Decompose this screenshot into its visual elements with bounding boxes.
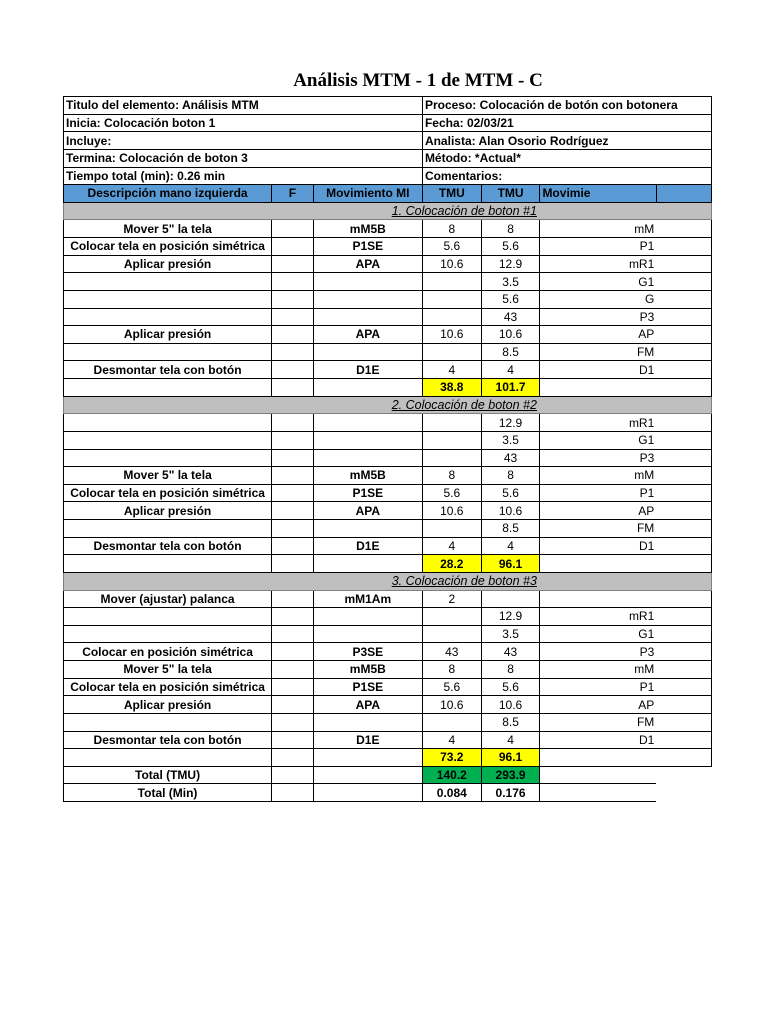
cell-desc xyxy=(64,713,272,731)
cell-desc xyxy=(64,449,272,467)
includes: Incluye: xyxy=(64,132,423,150)
cell-freq xyxy=(272,326,314,344)
cell-freq xyxy=(272,484,314,502)
info-row-1 xyxy=(64,97,712,115)
cell-desc: Aplicar presión xyxy=(64,696,272,714)
cell-mov-right: mR1 xyxy=(540,414,656,432)
cell-desc: Colocar tela en posición simétrica xyxy=(64,238,272,256)
cell-mov-right: P3 xyxy=(540,449,656,467)
cell-freq xyxy=(272,238,314,256)
cell-desc xyxy=(64,273,272,291)
total-min-left: 0.084 xyxy=(422,784,481,802)
cell-desc xyxy=(64,520,272,538)
cell-tmu-right: 8 xyxy=(481,220,540,238)
total-min-label: Total (Min) xyxy=(64,784,272,802)
cell-tmu-left xyxy=(422,343,481,361)
cell-tmu-left xyxy=(422,290,481,308)
cell-tmu-left: 10.6 xyxy=(422,255,481,273)
cell-tmu-left: 5.6 xyxy=(422,678,481,696)
element-title: Titulo del elemento: Análisis MTM xyxy=(64,97,314,115)
cell-mov-right: mM xyxy=(540,661,656,679)
cell-mov-left: APA xyxy=(313,255,422,273)
cell-tmu-left: 4 xyxy=(422,731,481,749)
total-tmu-row xyxy=(64,766,712,784)
cell-freq xyxy=(272,220,314,238)
cell-mov-left xyxy=(313,273,422,291)
section-row xyxy=(64,572,712,590)
table-row xyxy=(64,643,712,661)
cell-freq xyxy=(272,590,314,608)
cell-tmu-right: 43 xyxy=(481,643,540,661)
cell-mov-right: mR1 xyxy=(540,255,656,273)
info-row-5 xyxy=(64,167,712,185)
cell-mov-left xyxy=(313,290,422,308)
cell-desc xyxy=(64,431,272,449)
cell-tmu-left xyxy=(422,713,481,731)
cell-desc xyxy=(64,414,272,432)
end: Termina: Colocación de boton 3 xyxy=(64,149,423,167)
cell-mov-right: mM xyxy=(540,467,656,485)
cell-tmu-left xyxy=(422,414,481,432)
cell-desc xyxy=(64,343,272,361)
cell-tmu-right: 5.6 xyxy=(481,290,540,308)
table-row xyxy=(64,678,712,696)
cell-tmu-left: 10.6 xyxy=(422,502,481,520)
cell-mov-left xyxy=(313,608,422,626)
total-tmu-right: 293.9 xyxy=(481,766,540,784)
table-row xyxy=(64,238,712,256)
cell-tmu-left xyxy=(422,308,481,326)
cell-tmu-left: 5.6 xyxy=(422,238,481,256)
subtotal-left: 28.2 xyxy=(422,555,481,573)
subtotal-right: 96.1 xyxy=(481,555,540,573)
cell-tmu-right: 4 xyxy=(481,537,540,555)
info-row-2 xyxy=(64,114,712,132)
subtotal-row xyxy=(64,749,712,767)
analyst: Analista: Alan Osorio Rodríguez xyxy=(422,132,711,150)
cell-mov-left: mM5B xyxy=(313,661,422,679)
table-row xyxy=(64,414,712,432)
subtotal-right: 96.1 xyxy=(481,749,540,767)
cell-desc: Colocar en posición simétrica xyxy=(64,643,272,661)
cell-tmu-right xyxy=(481,590,540,608)
subtotal-row xyxy=(64,379,712,397)
header-tmu-right: TMU xyxy=(481,185,540,203)
cell-tmu-left xyxy=(422,520,481,538)
cell-mov-left: mM1Am xyxy=(313,590,422,608)
column-header-row xyxy=(64,185,712,203)
cell-freq xyxy=(272,713,314,731)
mtm-table xyxy=(63,96,712,802)
cell-mov-left: P3SE xyxy=(313,643,422,661)
table-row xyxy=(64,625,712,643)
cell-mov-left: D1E xyxy=(313,361,422,379)
cell-tmu-right: 10.6 xyxy=(481,696,540,714)
table-row xyxy=(64,520,712,538)
cell-mov-right: AP xyxy=(540,326,656,344)
table-row xyxy=(64,255,712,273)
section-title: 3. Colocación de boton #3 xyxy=(64,572,540,590)
cell-tmu-right: 12.9 xyxy=(481,414,540,432)
table-row xyxy=(64,326,712,344)
cell-tmu-right: 8 xyxy=(481,467,540,485)
cell-tmu-left: 10.6 xyxy=(422,696,481,714)
cell-freq xyxy=(272,661,314,679)
cell-mov-left: P1SE xyxy=(313,238,422,256)
cell-mov-right: D1 xyxy=(540,537,656,555)
table-row xyxy=(64,484,712,502)
cell-freq xyxy=(272,467,314,485)
cell-tmu-left xyxy=(422,608,481,626)
cell-tmu-right: 8.5 xyxy=(481,343,540,361)
cell-mov-right: P3 xyxy=(540,308,656,326)
cell-desc: Desmontar tela con botón xyxy=(64,731,272,749)
section-title: 1. Colocación de boton #1 xyxy=(64,202,540,220)
header-f: F xyxy=(272,185,314,203)
cell-freq xyxy=(272,731,314,749)
cell-desc: Colocar tela en posición simétrica xyxy=(64,484,272,502)
cell-tmu-right: 10.6 xyxy=(481,326,540,344)
table-row xyxy=(64,608,712,626)
section-row xyxy=(64,202,712,220)
start: Inicia: Colocación boton 1 xyxy=(64,114,423,132)
cell-tmu-right: 8.5 xyxy=(481,520,540,538)
cell-freq xyxy=(272,696,314,714)
cell-tmu-right: 43 xyxy=(481,308,540,326)
cell-mov-right: mR1 xyxy=(540,608,656,626)
cell-freq xyxy=(272,255,314,273)
total-tmu-label: Total (TMU) xyxy=(64,766,272,784)
cell-freq xyxy=(272,608,314,626)
subtotal-row xyxy=(64,555,712,573)
cell-mov-left xyxy=(313,625,422,643)
cell-tmu-right: 8 xyxy=(481,661,540,679)
cell-mov-right: G1 xyxy=(540,431,656,449)
table-row xyxy=(64,290,712,308)
cell-mov-right: G1 xyxy=(540,625,656,643)
cell-mov-left: mM5B xyxy=(313,467,422,485)
table-row xyxy=(64,590,712,608)
cell-mov-left xyxy=(313,449,422,467)
cell-mov-left: P1SE xyxy=(313,678,422,696)
table-row xyxy=(64,713,712,731)
cell-mov-left xyxy=(313,414,422,432)
cell-mov-right: D1 xyxy=(540,361,656,379)
cell-mov-right: G1 xyxy=(540,273,656,291)
header-desc: Descripción mano izquierda xyxy=(64,185,272,203)
cell-freq xyxy=(272,431,314,449)
cell-mov-right: mM xyxy=(540,220,656,238)
cell-mov-right: P3 xyxy=(540,643,656,661)
table-row xyxy=(64,696,712,714)
cell-desc: Desmontar tela con botón xyxy=(64,537,272,555)
cell-tmu-right: 10.6 xyxy=(481,502,540,520)
cell-freq xyxy=(272,502,314,520)
cell-tmu-left: 8 xyxy=(422,220,481,238)
cell-tmu-right: 8.5 xyxy=(481,713,540,731)
cell-desc xyxy=(64,308,272,326)
cell-tmu-left xyxy=(422,431,481,449)
cell-desc xyxy=(64,625,272,643)
header-mov: Movimiento MI xyxy=(313,185,422,203)
total-min-right: 0.176 xyxy=(481,784,540,802)
cell-tmu-right: 5.6 xyxy=(481,238,540,256)
cell-tmu-right: 3.5 xyxy=(481,273,540,291)
cell-freq xyxy=(272,361,314,379)
cell-freq xyxy=(272,449,314,467)
subtotal-right: 101.7 xyxy=(481,379,540,397)
table-row xyxy=(64,502,712,520)
subtotal-left: 38.8 xyxy=(422,379,481,397)
info-row-4 xyxy=(64,149,712,167)
cell-mov-left xyxy=(313,343,422,361)
cell-tmu-right: 3.5 xyxy=(481,625,540,643)
process: Proceso: Colocación de botón con botonera xyxy=(422,97,711,115)
page-title: Análisis MTM - 1 de MTM - C xyxy=(293,70,543,91)
cell-mov-left xyxy=(313,431,422,449)
table-row xyxy=(64,467,712,485)
cell-desc: Aplicar presión xyxy=(64,326,272,344)
cell-desc: Desmontar tela con botón xyxy=(64,361,272,379)
header-extra xyxy=(656,185,711,203)
table-row xyxy=(64,220,712,238)
table-row xyxy=(64,537,712,555)
cell-mov-left xyxy=(313,520,422,538)
cell-freq xyxy=(272,273,314,291)
cell-mov-right xyxy=(540,590,656,608)
cell-mov-right: P1 xyxy=(540,238,656,256)
cell-tmu-right: 12.9 xyxy=(481,608,540,626)
info-row-3 xyxy=(64,132,712,150)
cell-freq xyxy=(272,520,314,538)
cell-desc: Colocar tela en posición simétrica xyxy=(64,678,272,696)
cell-mov-right: P1 xyxy=(540,484,656,502)
cell-freq xyxy=(272,343,314,361)
cell-mov-left: P1SE xyxy=(313,484,422,502)
cell-mov-right: P1 xyxy=(540,678,656,696)
cell-tmu-left: 10.6 xyxy=(422,326,481,344)
cell-mov-left: APA xyxy=(313,502,422,520)
cell-tmu-right: 5.6 xyxy=(481,484,540,502)
cell-tmu-right: 12.9 xyxy=(481,255,540,273)
cell-tmu-left: 8 xyxy=(422,467,481,485)
cell-tmu-left: 4 xyxy=(422,361,481,379)
cell-freq xyxy=(272,678,314,696)
cell-mov-left: APA xyxy=(313,326,422,344)
table-row xyxy=(64,361,712,379)
cell-tmu-left xyxy=(422,625,481,643)
subtotal-left: 73.2 xyxy=(422,749,481,767)
cell-tmu-left: 4 xyxy=(422,537,481,555)
cell-mov-right: FM xyxy=(540,520,656,538)
cell-tmu-right: 3.5 xyxy=(481,431,540,449)
cell-mov-right: AP xyxy=(540,502,656,520)
cell-desc: Mover 5" la tela xyxy=(64,467,272,485)
cell-mov-right: G xyxy=(540,290,656,308)
table-row xyxy=(64,731,712,749)
table-row xyxy=(64,431,712,449)
total-time: Tiempo total (min): 0.26 min xyxy=(64,167,423,185)
cell-tmu-left xyxy=(422,449,481,467)
cell-desc: Aplicar presión xyxy=(64,502,272,520)
cell-desc: Mover (ajustar) palanca xyxy=(64,590,272,608)
cell-tmu-left: 43 xyxy=(422,643,481,661)
cell-tmu-left: 8 xyxy=(422,661,481,679)
table-row xyxy=(64,449,712,467)
cell-tmu-right: 4 xyxy=(481,731,540,749)
cell-mov-left: D1E xyxy=(313,731,422,749)
cell-mov-left xyxy=(313,308,422,326)
cell-tmu-right: 4 xyxy=(481,361,540,379)
cell-mov-right: D1 xyxy=(540,731,656,749)
cell-tmu-right: 43 xyxy=(481,449,540,467)
cell-tmu-left: 2 xyxy=(422,590,481,608)
cell-mov-left: D1E xyxy=(313,537,422,555)
header-mov-right: Movimie xyxy=(540,185,656,203)
total-min-row xyxy=(64,784,712,802)
section-title: 2. Colocación de boton #2 xyxy=(64,396,540,414)
cell-desc: Mover 5" la tela xyxy=(64,220,272,238)
section-row xyxy=(64,396,712,414)
method: Método: *Actual* xyxy=(422,149,711,167)
cell-freq xyxy=(272,290,314,308)
header-tmu-left: TMU xyxy=(422,185,481,203)
date: Fecha: 02/03/21 xyxy=(422,114,711,132)
cell-tmu-left xyxy=(422,273,481,291)
table-row xyxy=(64,308,712,326)
cell-tmu-right: 5.6 xyxy=(481,678,540,696)
cell-tmu-left: 5.6 xyxy=(422,484,481,502)
cell-freq xyxy=(272,643,314,661)
cell-freq xyxy=(272,625,314,643)
cell-mov-left: mM5B xyxy=(313,220,422,238)
cell-freq xyxy=(272,414,314,432)
cell-mov-right: FM xyxy=(540,343,656,361)
table-row xyxy=(64,661,712,679)
table-row xyxy=(64,343,712,361)
comments: Comentarios: xyxy=(422,167,711,185)
cell-desc xyxy=(64,608,272,626)
cell-freq xyxy=(272,537,314,555)
cell-desc: Aplicar presión xyxy=(64,255,272,273)
table-row xyxy=(64,273,712,291)
cell-freq xyxy=(272,308,314,326)
cell-mov-right: FM xyxy=(540,713,656,731)
cell-desc: Mover 5" la tela xyxy=(64,661,272,679)
cell-mov-right: AP xyxy=(540,696,656,714)
total-tmu-left: 140.2 xyxy=(422,766,481,784)
cell-mov-left xyxy=(313,713,422,731)
cell-desc xyxy=(64,290,272,308)
cell-mov-left: APA xyxy=(313,696,422,714)
